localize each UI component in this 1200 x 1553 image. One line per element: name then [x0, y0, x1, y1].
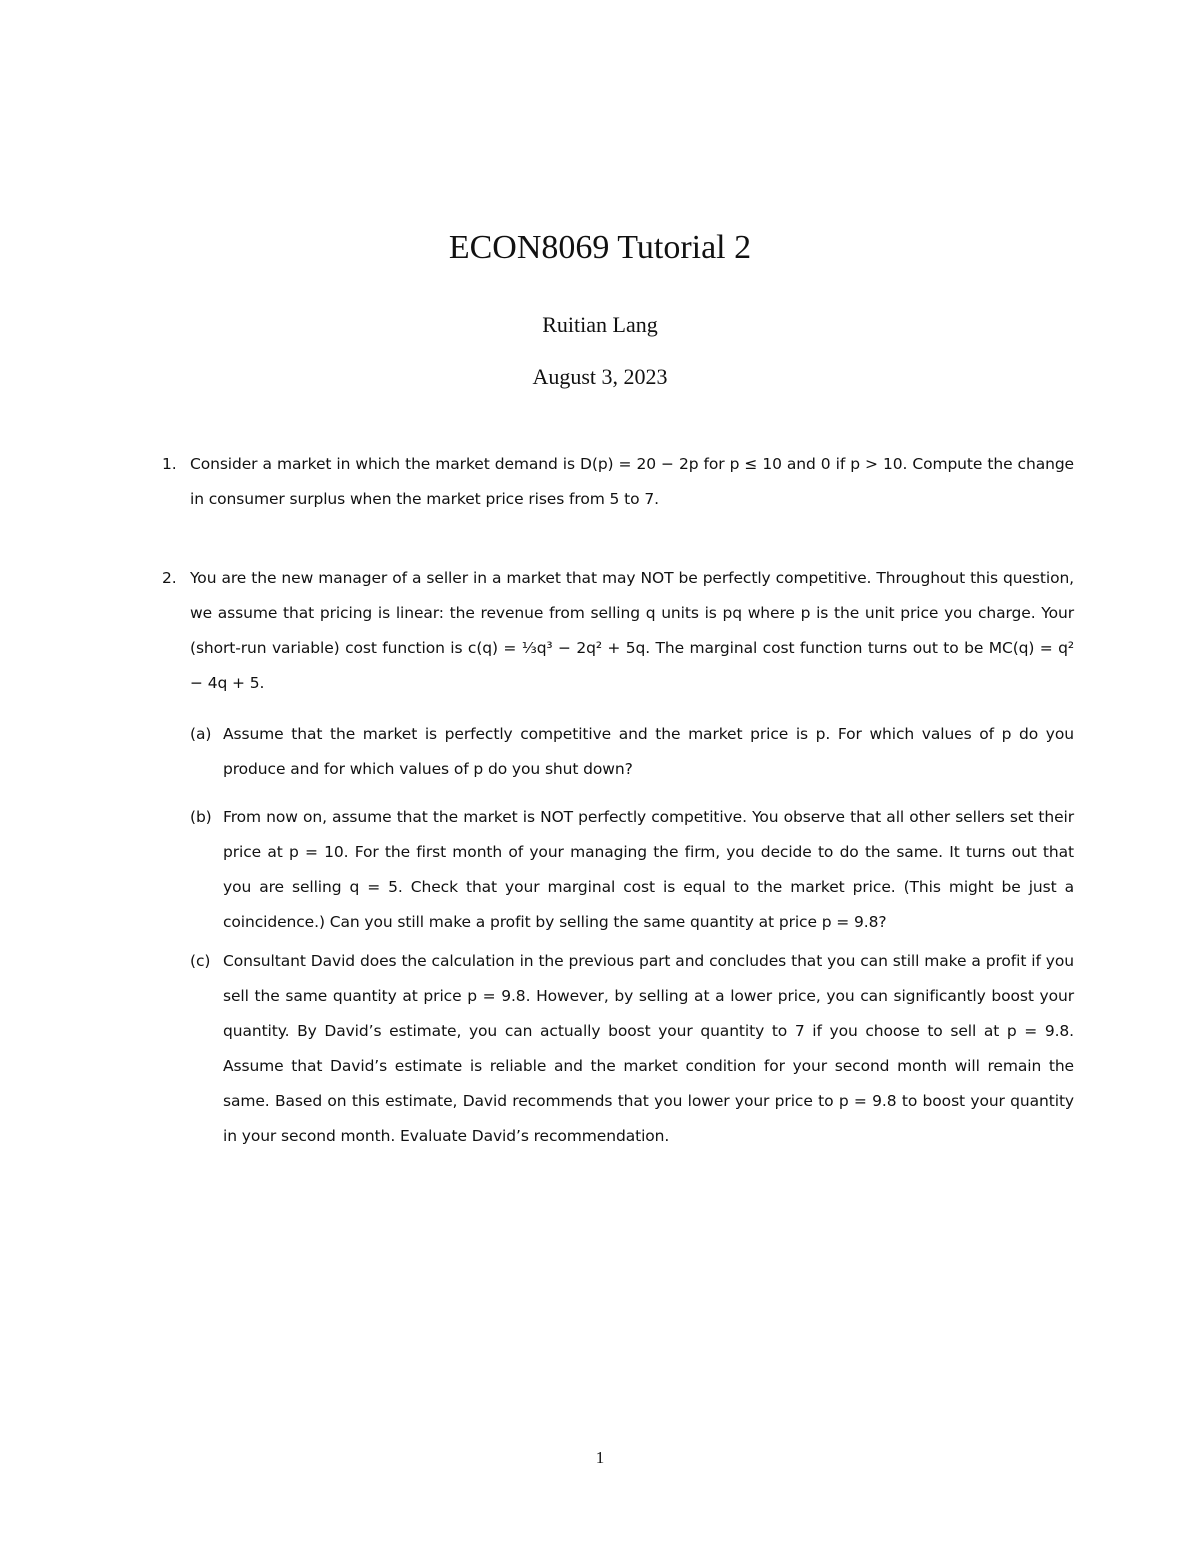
part-label: (b) — [190, 808, 212, 826]
part-label: (c) — [190, 952, 211, 970]
question-text: Consider a market in which the market demand is D(p) = 20 − 2p for p ≤ 10 and 0 if p > 10. Compute the change in consumer surplus when the market price rises from 5 to 7. — [190, 455, 1074, 508]
document-date: August 3, 2023 — [532, 364, 668, 389]
part-text: Assume that the market is perfectly competitive and the market price is p. For which values of p do you produce and for which values of p do you shut down? — [223, 725, 1074, 778]
question-2 — [162, 561, 1074, 701]
question-2-part-b — [190, 800, 1074, 940]
document-author: Ruitian Lang — [542, 312, 658, 337]
question-2-part-c — [190, 944, 1074, 1154]
document-title: ECON8069 Tutorial 2 — [448, 229, 752, 266]
question-number: 1. — [162, 455, 177, 473]
question-1 — [162, 447, 1074, 517]
part-label: (a) — [190, 725, 212, 743]
question-2-part-a — [190, 717, 1074, 787]
question-text: You are the new manager of a seller in a market that may NOT be perfectly competitive. Throughout this question, we assume that pricing is linear: the revenue from selling q units is pq where p is the unit price you charge. Your (short-run variable) cost function is c(q) = ⅓q³ − 2q² + 5q. The marginal cost function turns out to be MC(q) = q² − 4q + 5. — [190, 569, 1074, 692]
part-text: Consultant David does the calculation in the previous part and concludes that you can still make a profit if you sell the same quantity at price p = 9.8. However, by selling at a lower price, you can significantly boost your quantity. By David’s estimate, you can actually boost your quantity to 7 if you choose to sell at p = 9.8. Assume that David’s estimate is reliable and the market condition for your second month will remain the same. Based on this estimate, David recommends that you lower your price to p = 9.8 to boost your quantity in your second month. Evaluate David’s recommendation. — [223, 952, 1074, 1145]
part-text: From now on, assume that the market is NOT perfectly competitive. You observe that all other sellers set their price at p = 10. For the first month of your managing the firm, you decide to do the same. It turns out that you are selling q = 5. Check that your marginal cost is equal to the market price. (This might be just a coincidence.) Can you still make a profit by selling the same quantity at price p = 9.8? — [223, 808, 1074, 931]
question-number: 2. — [162, 569, 177, 587]
page-number: 1 — [595, 1448, 605, 1467]
